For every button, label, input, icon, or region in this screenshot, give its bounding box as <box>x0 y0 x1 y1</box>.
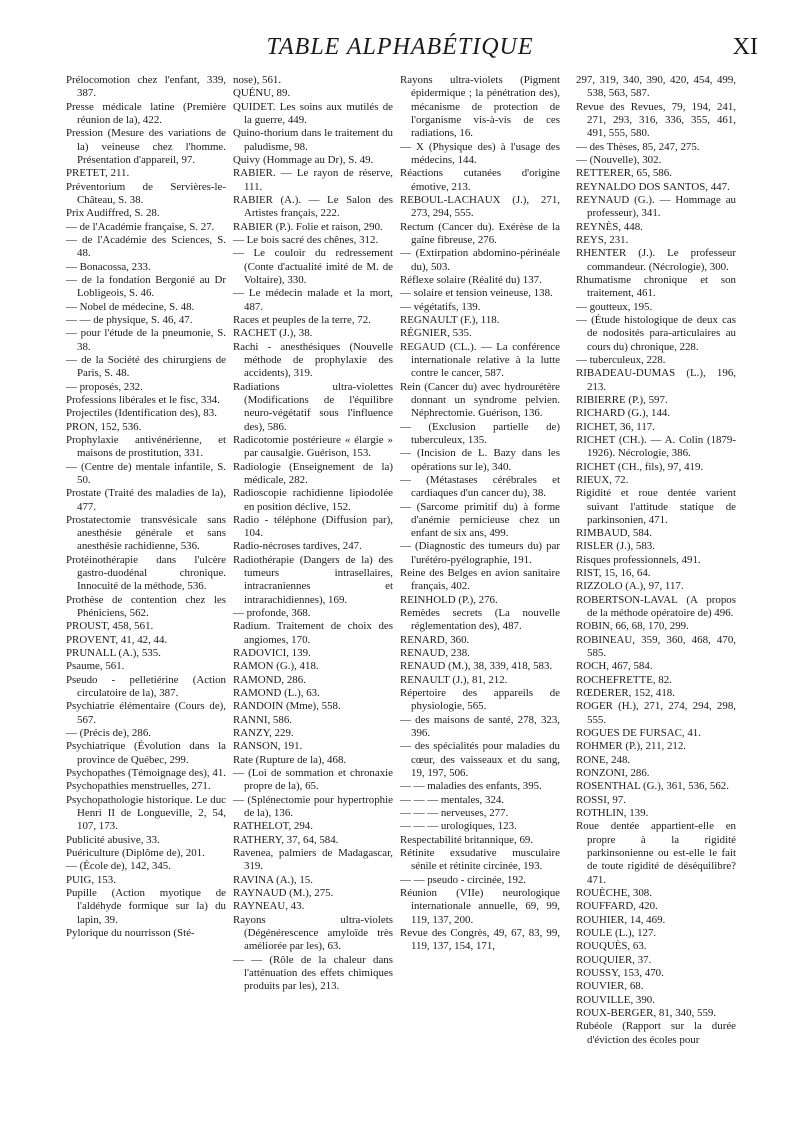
index-entry: — (Nouvelle), 302. <box>576 153 662 166</box>
index-entry: — goutteux, 195. <box>576 300 653 313</box>
index-entry: PUIG, 153. <box>66 873 116 886</box>
index-entry: PRETET, 211. <box>66 167 130 180</box>
index-entry: — profonde, 368. <box>233 607 311 620</box>
index-entry: Rayons ultra-violets (Dégénérescence amyloïde très améliorée par les), 63. <box>233 913 393 953</box>
index-entry: ROGER (H.), 271, 274, 294, 298, 555. <box>576 700 736 726</box>
index-entry: — — — nerveuses, 277. <box>400 807 509 820</box>
index-entry: — (Exclusion partielle de) tuberculeux, 135. <box>400 420 560 446</box>
index-entry: RÉGNIER, 535. <box>400 327 472 340</box>
index-entry: ROUHIER, 14, 469. <box>576 913 666 926</box>
index-entry: Radiations ultra-violettes (Modifications de l'équilibre neuro-végétatif sous l'influence des), 586. <box>233 380 393 433</box>
index-entry: — (Étude histologique de deux cas de nodosités para-articulaires au cours du) chronique, 228. <box>576 313 736 353</box>
index-entry: QUIDET. Les soins aux mutilés de la guerre, 449. <box>233 100 393 126</box>
page-title: TABLE ALPHABÉTIQUE <box>266 34 534 60</box>
index-entry: ROUVILLE, 390. <box>576 993 655 1006</box>
index-entry: Races et peuples de la terre, 72. <box>233 313 371 326</box>
index-entry: RENAUD (M.), 38, 339, 418, 583. <box>400 660 553 673</box>
index-entry: ROUVIER, 68. <box>576 980 644 993</box>
index-entry: — (École de), 142, 345. <box>66 860 171 873</box>
index-entry: ROCH, 467, 584. <box>576 660 653 673</box>
index-entry: Quivy (Hommage au Dr), S. 49. <box>233 153 374 166</box>
index-entry: ROUÈCHE, 308. <box>576 887 652 900</box>
index-entry: ROUSSY, 153, 470. <box>576 966 664 979</box>
index-entry: — — pseudo - circinée, 192. <box>400 873 527 886</box>
index-entry: PRUNALL (A.), 535. <box>66 647 161 660</box>
index-entry: Protéinothérapie dans l'ulcère gastro-duodénal chronique. Innocuité de la méthode, 536. <box>66 553 226 593</box>
index-entry: — solaire et tension veineuse, 138. <box>400 287 553 300</box>
index-entry: RONZONI, 286. <box>576 767 650 780</box>
index-entry: Psychopathologie historique. Le duc Henri II de Longueville, 2, 54, 107, 173. <box>66 793 226 833</box>
index-entry: Remèdes secrets (La nouvelle réglementation des), 487. <box>400 607 560 633</box>
index-entry: ROSSI, 97. <box>576 793 626 806</box>
index-entry: Reine des Belges en avion sanitaire français, 402. <box>400 567 560 593</box>
index-entry: RAMON (G.), 418. <box>233 660 319 673</box>
index-entry: RANZY, 229. <box>233 727 294 740</box>
index-entry: REGNAULT (F.), 118. <box>400 313 500 326</box>
index-entry: ROULE (L.), 127. <box>576 927 657 939</box>
index-columns <box>66 74 750 1144</box>
index-entry: RICHET (CH., fils), 97, 419. <box>576 460 704 473</box>
index-column-3 <box>400 74 560 954</box>
index-entry: — de la Société des chirurgiens de Paris, S. 48. <box>66 353 226 380</box>
index-entry: — des maisons de santé, 278, 323, 396. <box>400 713 560 740</box>
index-entry: Rectum (Cancer du). Exérèse de la gaîne fibreuse, 276. <box>400 220 560 246</box>
index-entry: Radio-nécroses tardives, 247. <box>233 540 362 553</box>
index-entry: Rate (Rupture de la), 468. <box>233 753 347 766</box>
index-entry: ROUFFARD, 420. <box>576 900 658 913</box>
index-entry: RIST, 15, 16, 64. <box>576 567 651 580</box>
index-entry: ROUQUÈS, 63. <box>576 940 647 953</box>
index-entry: RIEUX, 72. <box>576 473 629 486</box>
index-entry: Risques professionnels, 491. <box>576 553 701 566</box>
index-entry: RAYNAUD (M.), 275. <box>233 887 334 900</box>
index-entry: Roue dentée appartient-elle en propre à la rigidité parkinsonienne ou est-elle le fait de toute rigidité de déséquilibre? 471. <box>576 820 736 886</box>
index-entry: ROUQUIER, 37. <box>576 953 652 966</box>
index-entry: Radio - téléphone (Diffusion par), 104. <box>233 513 393 540</box>
index-column-1 <box>66 74 226 940</box>
index-entry: RISLER (J.), 583. <box>576 540 655 553</box>
index-column-4 <box>576 74 736 1047</box>
index-entry: REGAUD (CL.). — La conférence internationale relative à la lutte contre le cancer, 587. <box>400 340 560 380</box>
page-number: XI <box>732 34 758 60</box>
index-entry: — X (Physique des) à l'usage des médecins, 144. <box>400 140 560 166</box>
index-entry: 297, 319, 340, 390, 420, 454, 499, 538, 563, 587. <box>576 74 736 100</box>
index-entry: REYS, 231. <box>576 233 629 246</box>
index-entry: — — — urologiques, 123. <box>400 820 517 833</box>
index-entry: — (Diagnostic des tumeurs du) par l'urétéro-pyélographie, 191. <box>400 540 560 566</box>
index-entry: Psaume, 561. <box>66 660 125 673</box>
index-entry: REINHOLD (P.), 276. <box>400 593 498 606</box>
index-entry: Prostate (Traité des maladies de la), 477. <box>66 487 226 513</box>
index-entry: Réunion (VIIe) neurologique internationale annuelle, 69, 99, 119, 137, 200. <box>400 887 560 926</box>
index-entry: Respectabilité britannique, 69. <box>400 833 534 846</box>
index-entry: Psychopathies menstruelles, 271. <box>66 780 211 793</box>
index-entry: ROGUES DE FURSAC, 41. <box>576 727 701 740</box>
index-entry: ROHMER (P.), 211, 212. <box>576 740 687 753</box>
index-entry: RENAULT (J.), 81, 212. <box>400 673 508 686</box>
index-entry: RAYNEAU, 43. <box>233 900 305 913</box>
index-entry: — (Sarcome primitif du) à forme d'anémie pernicieuse chez un enfant de six ans, 499. <box>400 500 560 540</box>
index-entry: Préventorium de Servières-le-Château, S. 38. <box>66 180 226 206</box>
index-entry: — de la fondation Bergonié au Dr Lobligeois, S. 46. <box>66 273 226 300</box>
index-entry: Rhumatisme chronique et son traitement, 461. <box>576 273 736 300</box>
index-entry: Pseudo - pelletiérine (Action circulatoire de la), 387. <box>66 673 226 700</box>
index-entry: Revue des Congrès, 49, 67, 83, 99, 119, 137, 154, 171, <box>400 927 560 953</box>
index-entry: RIBIERRE (P.), 597. <box>576 393 668 406</box>
index-entry: RATHERY, 37, 64, 584. <box>233 833 339 846</box>
index-entry: RAVINA (A.), 15. <box>233 873 313 886</box>
index-entry: Réactions cutanées d'origine émotive, 213. <box>400 167 560 193</box>
index-entry: RABIER (P.). Folie et raison, 290. <box>233 220 383 233</box>
index-entry: — des spécialités pour maladies du cœur, des vaisseaux et du sang, 19, 197, 506. <box>400 740 560 780</box>
index-column-2 <box>233 74 393 994</box>
index-entry: Rigidité et roue dentée varient suivant l'attitude statique de parkinsonien, 471. <box>576 487 736 526</box>
index-entry: — (Métastases cérébrales et cardiaques d'un cancer du), 38. <box>400 473 560 500</box>
index-entry: Radium. Traitement de choix des angiomes, 170. <box>233 620 393 646</box>
index-entry: — Le couloir du redressement (Conte d'actualité imité de M. de Voltaire), 330. <box>233 247 393 286</box>
index-entry: Réflexe solaire (Réalité du) 137. <box>400 273 542 286</box>
index-entry: REYNAUD (G.). — Hommage au professeur), 341. <box>576 193 736 220</box>
index-entry: ROUX-BERGER, 81, 340, 559. <box>576 1006 717 1019</box>
index-entry: Presse médicale latine (Première réunion de la), 422. <box>66 100 226 126</box>
index-entry: — (Splénectomie pour hypertrophie de la), 136. <box>233 793 393 820</box>
index-entry: Pupille (Action myotique de l'aldéhyde formique sur la) du lapin, 39. <box>66 887 226 926</box>
index-entry: RHENTER (J.). Le professeur commandeur. (Nécrologie), 300. <box>576 247 736 273</box>
index-entry: — — — mentales, 324. <box>400 793 505 806</box>
index-entry: ROTHLIN, 139. <box>576 807 649 820</box>
index-entry: Pression (Mesure des variations de la) veineuse chez l'homme. Présentation d'appareil, 97. <box>66 127 226 166</box>
index-entry: Pylorique du nourrisson (Sté- <box>66 927 195 939</box>
index-entry: ROBIN, 66, 68, 170, 299. <box>576 620 689 633</box>
index-entry: — (Incision de L. Bazy dans les opérations sur le), 340. <box>400 447 560 473</box>
index-entry: PROVENT, 41, 42, 44. <box>66 633 168 646</box>
index-entry: Prothèse de contention chez les Phéniciens, 562. <box>66 593 226 620</box>
index-entry: RANSON, 191. <box>233 740 303 753</box>
index-entry: Psychiatrique (Évolution dans la province de Québec, 299. <box>66 740 226 766</box>
index-entry: — Bonacossa, 233. <box>66 260 151 273</box>
index-entry: Prostatectomie transvésicale sans anesthésie générale et sans anesthésie rachidienne, 536. <box>66 513 226 553</box>
index-entry: — végétatifs, 139. <box>400 300 481 313</box>
index-entry: — (Extirpation abdomino-périnéale du), 503. <box>400 247 560 273</box>
index-entry: nose), 561. <box>233 74 282 86</box>
index-entry: Puériculture (Diplôme de), 201. <box>66 847 205 860</box>
index-entry: — (Précis de), 286. <box>66 727 151 740</box>
index-entry: RONE, 248. <box>576 753 631 766</box>
index-entry: Ravenea, palmiers de Madagascar, 319. <box>233 847 393 873</box>
index-entry: Prophylaxie antivénérienne, et maisons de prostitution, 331. <box>66 433 226 460</box>
index-entry: — Le bois sacré des chênes, 312. <box>233 233 379 246</box>
index-entry: — de l'Académie des Sciences, S. 48. <box>66 233 226 260</box>
index-entry: — — de physique, S. 46, 47. <box>66 313 193 326</box>
index-entry: RIBADEAU-DUMAS (L.), 196, 213. <box>576 367 736 393</box>
index-entry: Radiothérapie (Dangers de la) des tumeurs intrasellaires, intracraniennes et intrarachidiennes), 169. <box>233 553 393 606</box>
index-entry: Répertoire des appareils de physiologie, 565. <box>400 687 560 713</box>
index-entry: RACHET (J.), 38. <box>233 327 313 340</box>
index-entry: — de l'Académie française, S. 27. <box>66 220 215 233</box>
index-entry: Radicotomie postérieure « élargie » par causalgie. Guérison, 153. <box>233 433 393 460</box>
index-entry: Rein (Cancer du) avec hydrourétère donnant un syndrome pelvien. Néphrectomie. Guérison, 136. <box>400 380 560 420</box>
index-entry: Rachi - anesthésiques (Nouvelle méthode de prophylaxie des accidents), 319. <box>233 340 393 380</box>
index-entry: — tuberculeux, 228. <box>576 353 666 366</box>
index-entry: REYNALDO DOS SANTOS, 447. <box>576 180 730 193</box>
index-entry: Prélocomotion chez l'enfant, 339, 387. <box>66 74 226 100</box>
index-entry: RAMOND, 286. <box>233 673 306 686</box>
index-entry: Psychopathes (Témoignage des), 41. <box>66 767 226 780</box>
index-entry: ROSENTHAL (G.), 361, 536, 562. <box>576 780 729 793</box>
index-entry: ROBERTSON-LAVAL (A propos de la méthode opératoire de) 496. <box>576 593 736 620</box>
index-entry: Radioscopie rachidienne lipiodolée en position déclive, 152. <box>233 487 393 513</box>
index-entry: RICHET (CH.). — A. Colin (1879-1926). Nécrologie, 386. <box>576 433 736 460</box>
index-entry: Rétinite exsudative musculaire sénile et rétinite circinée, 193. <box>400 847 560 873</box>
index-entry: RIMBAUD, 584. <box>576 527 652 540</box>
index-entry: RENARD, 360. <box>400 633 470 646</box>
index-entry: — (Loi de sommation et chronaxie propre de la), 65. <box>233 767 393 793</box>
index-entry: — — maladies des enfants, 395. <box>400 780 542 793</box>
index-entry: Revue des Revues, 79, 194, 241, 271, 293, 316, 336, 355, 461, 491, 555, 580. <box>576 100 736 140</box>
index-entry: Psychiatrie élémentaire (Cours de), 567. <box>66 700 226 726</box>
index-entry: RABIER. — Le rayon de réserve, 111. <box>233 167 393 193</box>
index-entry: RADOVICI, 139. <box>233 647 311 660</box>
index-entry: — — (Rôle de la chaleur dans l'atténuation des effets chimiques produits par les), 213. <box>233 953 393 993</box>
index-entry: RATHELOT, 294. <box>233 820 313 833</box>
index-entry: QUÉNU, 89. <box>233 87 291 100</box>
index-entry: — proposés, 232. <box>66 380 143 393</box>
index-entry: RICHET, 36, 117. <box>576 420 655 433</box>
index-entry: Quino-thorium dans le traitement du paludisme, 98. <box>233 127 393 153</box>
index-entry: RŒDERER, 152, 418. <box>576 687 675 700</box>
index-entry: REBOUL-LACHAUX (J.), 271, 273, 294, 555. <box>400 193 560 220</box>
index-entry: Projectiles (Identification des), 83. <box>66 407 217 420</box>
index-entry: — Nobel de médecine, S. 48. <box>66 300 195 313</box>
index-entry: RANNI, 586. <box>233 713 292 726</box>
index-entry: Rubéole (Rapport sur la durée d'éviction des écoles pour <box>576 1020 736 1046</box>
index-entry: REYNÈS, 448. <box>576 220 643 233</box>
index-entry: PRON, 152, 536. <box>66 420 142 433</box>
index-entry: Rayons ultra-violets (Pigment épidermique ; la pénétration des), mécanisme de protection de l'organisme vis-à-vis de ces radiations, 16. <box>400 74 560 140</box>
index-entry: ROBINEAU, 359, 360, 468, 470, 585. <box>576 633 736 660</box>
index-entry: — (Centre de) mentale infantile, S. 50. <box>66 460 226 486</box>
index-entry: — des Thèses, 85, 247, 275. <box>576 140 700 153</box>
index-entry: — pour l'étude de la pneumonie, S. 38. <box>66 327 226 353</box>
index-entry: Professions libérales et le fisc, 334. <box>66 393 220 406</box>
index-entry: RANDOIN (Mme), 558. <box>233 700 341 713</box>
index-entry: RAMOND (L.), 63. <box>233 687 320 700</box>
index-entry: PROUST, 458, 561. <box>66 620 154 633</box>
index-entry: RICHARD (G.), 144. <box>576 407 671 420</box>
index-entry: RIZZOLO (A.), 97, 117. <box>576 580 684 593</box>
index-entry: Prix Audiffred, S. 28. <box>66 207 160 220</box>
index-entry: Radiologie (Enseignement de la) médicale, 282. <box>233 460 393 486</box>
index-entry: — Le médecin malade et la mort, 487. <box>233 287 393 313</box>
index-entry: RENAUD, 238. <box>400 647 470 660</box>
index-entry: RETTERER, 65, 586. <box>576 167 672 180</box>
index-entry: Publicité abusive, 33. <box>66 833 160 846</box>
index-entry: RABIER (A.). — Le Salon des Artistes français, 222. <box>233 193 393 220</box>
index-entry: ROCHEFRETTE, 82. <box>576 673 672 686</box>
